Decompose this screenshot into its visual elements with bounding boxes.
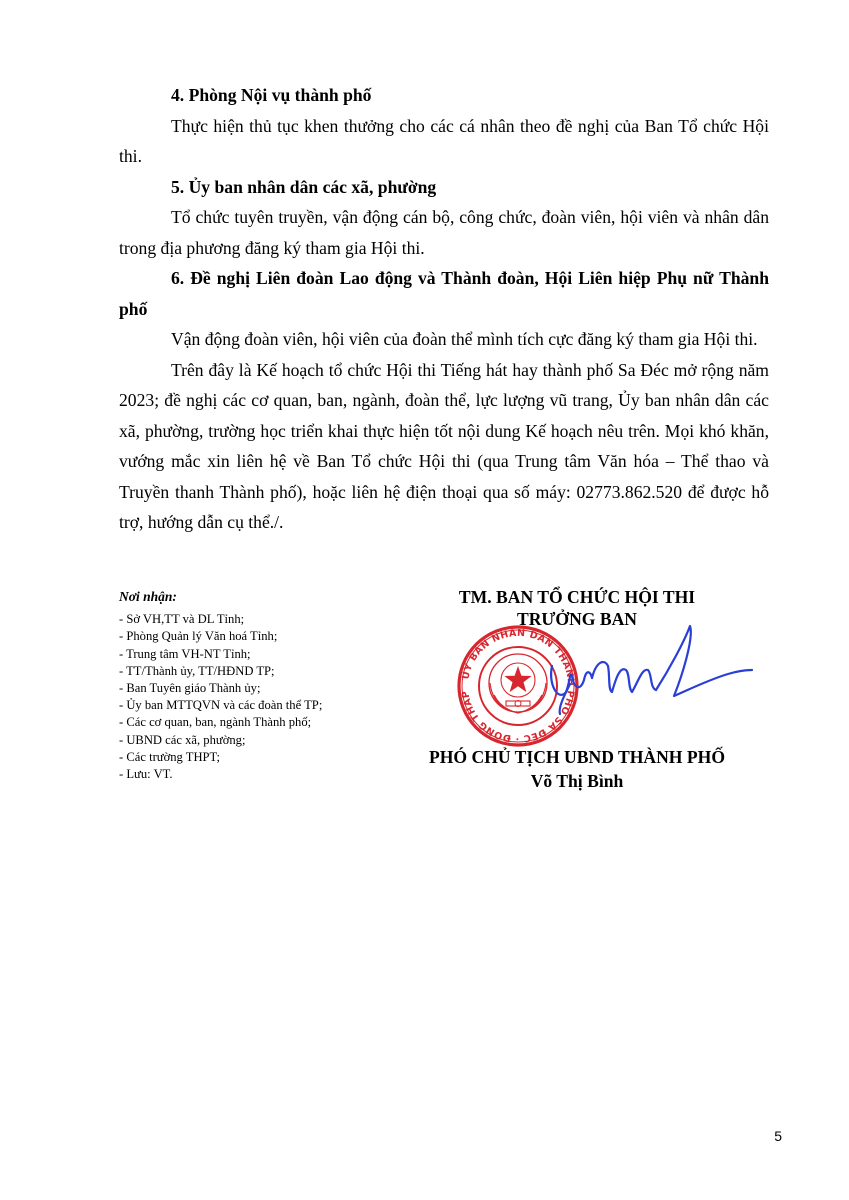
closing-paragraph: Trên đây là Kế hoạch tổ chức Hội thi Tiếng hát hay thành phố Sa Đéc mở rộng năm 2023; đề nghị các cơ quan, ban, ngành, đoàn thể, lực lượng vũ trang, Ủy ban nhân dân các xã, phường, trường học triển khai thực hiện tốt nội dung Kế hoạch nêu trên. Mọi khó khăn, vướng mắc xin liên hệ về Ban Tổ chức Hội thi (qua Trung tâm Văn hóa – Thể thao và Truyền thanh Thành phố), hoặc liên hệ điện thoại qua số máy: 02773.862.520 để được hỗ trợ, hướng dẫn cụ thể./. — [119, 359, 769, 532]
section-text-5: Tổ chức tuyên truyền, vận động cán bộ, công chức, đoàn viên, hội viên và nhân dân trong địa phương đăng ký tham gia Hội thi. — [119, 207, 769, 258]
page-number: 5 — [774, 1128, 782, 1144]
signer-name: Võ Thị Bình — [530, 771, 624, 791]
recipient-item: - Các trường THPT; — [119, 749, 221, 764]
recipient-item: - Ban Tuyên giáo Thành ủy; — [119, 681, 261, 696]
section-heading-5: 5. Ủy ban nhân dân các xã, phường — [171, 176, 437, 197]
recipient-item: - Lưu: VT. — [119, 767, 173, 782]
signature-organization: TM. BAN TỔ CHỨC HỘI THI — [458, 587, 696, 607]
seal-text: ỦY BAN NHÂN DÂN THÀNH PHỐ SA ĐÉC · ĐỒNG THÁP — [460, 627, 577, 745]
recipient-item: - Sở VH,TT và DL Tỉnh; — [119, 612, 245, 627]
document-body — [119, 80, 769, 538]
section-heading-4: 4. Phòng Nội vụ thành phố — [171, 85, 372, 105]
section-heading-6: 6. Đề nghị Liên đoàn Lao động và Thành đoàn, Hội Liên hiệp Phụ nữ Thành phố — [119, 268, 769, 319]
recipient-item: - UBND các xã, phường; — [119, 732, 246, 747]
recipient-item: - Phòng Quản lý Văn hoá Tỉnh; — [119, 629, 278, 644]
section-text-4: Thực hiện thủ tục khen thưởng cho các cá nhân theo đề nghị của Ban Tổ chức Hội thi. — [119, 115, 769, 166]
emblem-icon — [489, 654, 547, 713]
recipient-item: - Trung tâm VH-NT Tỉnh; — [119, 646, 251, 661]
signer-title: PHÓ CHỦ TỊCH UBND THÀNH PHỐ — [428, 747, 726, 767]
recipients-title: Nơi nhận: — [119, 589, 177, 604]
recipients-block — [119, 588, 419, 783]
recipient-item: - Ủy ban MTTQVN và các đoàn thể TP; — [119, 698, 323, 713]
recipient-item: - Các cơ quan, ban, ngành Thành phố; — [119, 715, 312, 730]
recipients-list — [119, 611, 419, 783]
recipient-item: - TT/Thành ủy, TT/HĐND TP; — [119, 663, 275, 678]
handwritten-signature — [540, 618, 755, 718]
section-text-6: Vận động đoàn viên, hội viên của đoàn thể mình tích cực đăng ký tham gia Hội thi. — [171, 329, 758, 349]
signature-role: TRƯỞNG BAN — [516, 609, 638, 629]
